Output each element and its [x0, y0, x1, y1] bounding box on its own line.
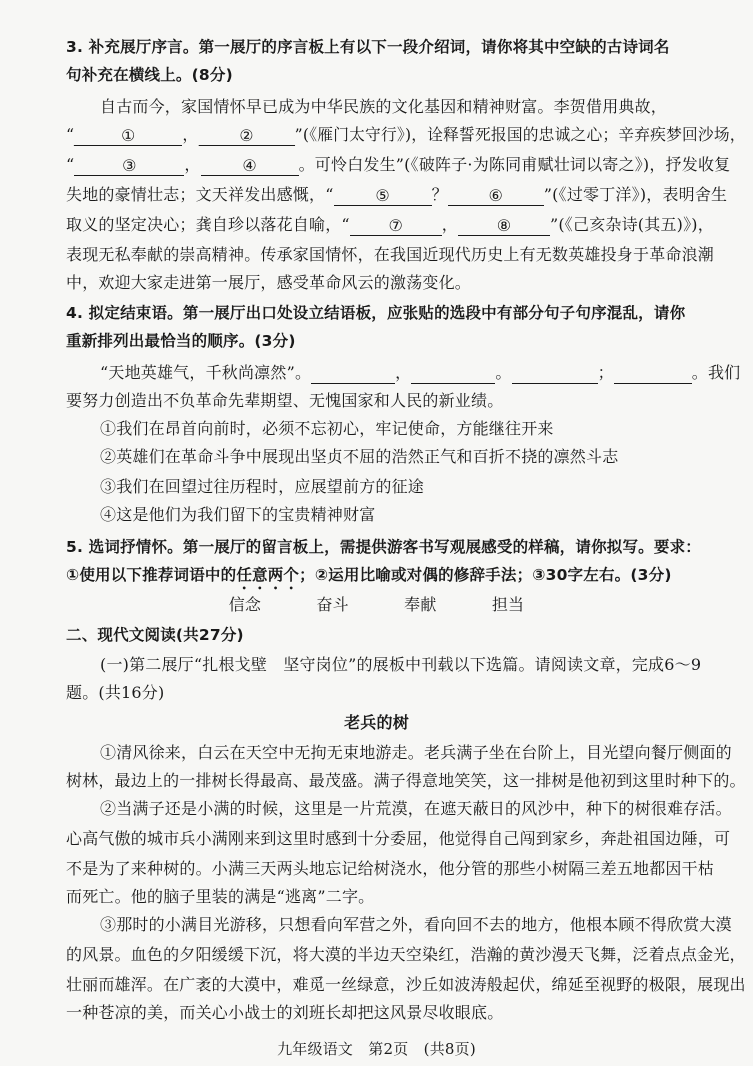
q3-line-blanks-3-4: “ ③ ， ④ 。可怜白发生”(《破阵子·为陈同甫赋壮词以寄之》)，抒发收复 — [66, 155, 731, 175]
q4-option-3: ③我们在回望过往历程时，应展望前方的征途 — [100, 477, 425, 496]
word-xinnian: 信念 — [228, 595, 262, 614]
q4-tail: 。我们 — [691, 363, 741, 382]
article-title: 老兵的树 — [344, 713, 409, 732]
q3-paragraph-line: 中，欢迎大家走进第一展厅，感受革命风云的激荡变化。 — [66, 273, 472, 292]
article-line: 的风景。血色的夕阳缓缓下沉，将大漠的半边天空染红，浩瀚的黄沙漫天飞舞，泛着点点金光， — [66, 945, 746, 964]
article-line: ①清风徐来，白云在天空中无拘无束地游走。老兵满子坐在台阶上，目光望向餐厅侧面的 — [100, 743, 732, 762]
blank-5[interactable]: ⑤ — [334, 185, 432, 206]
q4-answer-line: “天地英雄气，千秋尚凛然”。 ， 。 ； 。我们 — [100, 363, 741, 382]
article-line: 一种苍凉的美，而关心小战士的刘班长却把这风景尽收眼底。 — [66, 1003, 504, 1022]
blank-6[interactable]: ⑥ — [448, 185, 544, 206]
q3-line-text: 。可怜白发生”(《破阵子·为陈同甫赋壮词以寄之》)，抒发收复 — [298, 155, 731, 174]
q5-word-list — [0, 594, 753, 616]
word-fendou: 奋斗 — [316, 595, 349, 614]
q5-title: 5. 选词抒情怀。第一展厅的留言板上，需提供游客书写观展感受的样稿，请你拟写。要求： — [66, 538, 701, 556]
q3-line-blanks-5-6: 失地的豪情壮志；文天祥发出感慨，“ ⑤ ？ ⑥ ”(《过零丁洋》)，表明舍生 — [66, 185, 728, 205]
q5-emphasis: 任意两个 — [236, 566, 300, 584]
article-line: 心高气傲的城市兵小满刚来到这里时感到十分委屈，他觉得自己闯到家乡，奔赴祖国边陲，可 — [66, 829, 731, 848]
q4-title: 4. 拟定结束语。第一展厅出口处设立结语板，应张贴的选段中有部分句子句序混乱，请你 — [66, 304, 686, 322]
q3-line-text: 失地的豪情壮志；文天祥发出感慨，“ — [66, 185, 334, 204]
section-intro-cont: 题。(共16分) — [66, 683, 165, 702]
q5-requirements — [66, 564, 672, 593]
blank-7[interactable]: ⑦ — [350, 215, 442, 236]
word-dandang: 担当 — [491, 595, 525, 614]
q3-line-blanks-1-2: “ ① ， ② ”(《雁门太守行》)，诠释誓死报国的忠诚之心；辛弃疾梦回沙场， — [66, 125, 746, 145]
q4-blank-1[interactable] — [311, 363, 395, 384]
blank-8[interactable]: ⑧ — [458, 215, 550, 236]
blank-3[interactable]: ③ — [74, 155, 184, 176]
q3-title-cont: 句补充在横线上。(8分) — [66, 66, 233, 84]
blank-1[interactable]: ① — [74, 125, 182, 146]
page-footer: 九年级语文 第2页 (共8页) — [277, 1040, 476, 1058]
blank-2[interactable]: ② — [198, 125, 294, 146]
blank-4[interactable]: ④ — [201, 155, 299, 176]
q3-line-text: ”(《过零丁洋》)，表明舍生 — [543, 185, 728, 204]
q4-quote: “天地英雄气，千秋尚凛然”。 — [100, 363, 312, 382]
q4-blank-4[interactable] — [614, 363, 692, 384]
article-line: 树林，最边上的一排树长得最高、最茂盛。满子得意地笑笑，这一排树是他初到这里时种下的。 — [66, 771, 746, 790]
section-heading: 二、现代文阅读(共27分) — [66, 626, 244, 644]
q4-option-4: ④这是他们为我们留下的宝贵精神财富 — [100, 505, 376, 524]
q4-option-1: ①我们在昂首向前时，必须不忘初心，牢记使命，方能继往开来 — [100, 419, 554, 438]
q3-title: 3. 补充展厅序言。第一展厅的序言板上有以下一段介绍词，请你将其中空缺的古诗词名 — [66, 38, 670, 56]
article-line: 而死亡。他的脑子里装的满是“逃离”二字。 — [66, 887, 375, 906]
q3-paragraph-line: 自古而今，家国情怀早已成为中华民族的文化基因和精神财富。李贺借用典故， — [100, 97, 668, 116]
q3-line-text: ”(《己亥杂诗(其五)》)， — [549, 215, 714, 234]
article-line: ③那时的小满目光游移，只想看向军营之外，看向回不去的地方，他根本顾不得欣赏大漠 — [100, 915, 732, 934]
q3-line-blanks-7-8: 取义的坚定决心；龚自珍以落花自喻，“ ⑦ ， ⑧ ”(《己亥杂诗(其五)》)， — [66, 215, 714, 235]
q4-option-2: ②英雄们在革命斗争中展现出坚贞不屈的浩然正气和百折不挠的凛然斗志 — [100, 447, 619, 466]
q4-line: 要努力创造出不负革命先辈期望、无愧国家和人民的新业绩。 — [66, 391, 504, 410]
article-line: 壮丽而雄浑。在广袤的大漠中，难觅一丝绿意，沙丘如波涛般起伏，绵延至视野的极限，展现出 — [66, 975, 746, 994]
q3-line-text: 取义的坚定决心；龚自珍以落花自喻，“ — [66, 215, 350, 234]
q5-req-text: ；②运用比喻或对偶的修辞手法；③30字左右。(3分) — [299, 566, 672, 584]
q4-blank-2[interactable] — [411, 363, 495, 384]
q3-line-text: ”(《雁门太守行》)，诠释誓死报国的忠诚之心；辛弃疾梦回沙场， — [294, 125, 746, 144]
q4-blank-3[interactable] — [512, 363, 598, 384]
section-intro: (一)第二展厅“扎根戈壁 坚守岗位”的展板中刊载以下选篇。请阅读文章，完成6～9 — [100, 655, 702, 674]
article-line: ②当满子还是小满的时候，这里是一片荒漠，在遮天蔽日的风沙中，种下的树很难存活。 — [100, 799, 732, 818]
q5-req-text: ①使用以下推荐词语中的 — [66, 566, 237, 584]
word-fengxian: 奉献 — [404, 595, 437, 614]
q4-title-cont: 重新排列出最恰当的顺序。(3分) — [66, 332, 296, 350]
q3-paragraph-line: 表现无私奉献的崇高精神。传承家国情怀，在我国近现代历史上有无数英雄投身于革命浪潮 — [66, 245, 715, 264]
article-line: 不是为了来种树的。小满三天两头地忘记给树浇水，他分管的那些小树隔三差五地都因干枯 — [66, 859, 715, 878]
